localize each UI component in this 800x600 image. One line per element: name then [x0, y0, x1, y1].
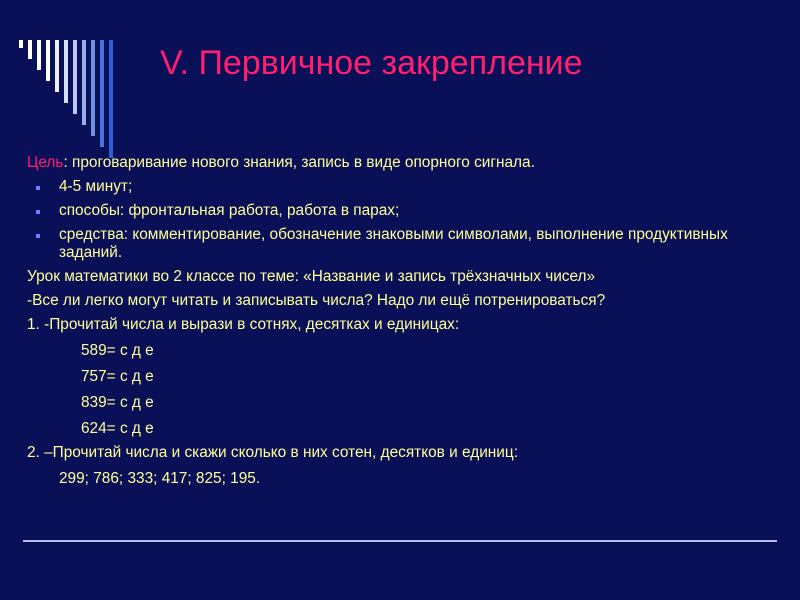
stripe: [28, 40, 32, 59]
bullet-square-icon: [36, 234, 40, 238]
number-line: 757= с д е: [81, 368, 154, 385]
number-line: 624= с д е: [81, 420, 154, 437]
bullet-square-icon: [36, 210, 40, 214]
bullet-item: [27, 202, 757, 220]
goal-line: [27, 154, 757, 172]
question-line: -Все ли легко могут читать и записывать числа? Надо ли ещё потренироваться?: [27, 292, 606, 309]
stripe: [64, 40, 68, 103]
bullet-text: 4-5 минут;: [59, 178, 133, 195]
decorative-stripes: [0, 0, 140, 160]
goal-label: Цель: [27, 154, 64, 171]
stripe: [46, 40, 50, 81]
stripe: [100, 40, 104, 147]
stripe: [19, 40, 23, 48]
stripe: [82, 40, 86, 125]
bottom-divider: [23, 540, 777, 542]
task-1: 1. -Прочитай числа и вырази в сотнях, десятках и единицах:: [27, 316, 460, 333]
bullet-text: способы: фронтальная работа, работа в парах;: [59, 202, 400, 219]
bullet-text: средства: комментирование, обозначение знаковыми символами, выполнение продуктивных заданий.: [59, 226, 728, 261]
bullet-item: [27, 178, 757, 196]
goal-text: : проговаривание нового знания, запись в виде опорного сигнала.: [63, 154, 535, 171]
stripe: [109, 40, 113, 158]
number-line: 839= с д е: [81, 394, 154, 411]
bullet-item: [27, 226, 757, 262]
stripe: [37, 40, 41, 70]
stripe: [91, 40, 95, 136]
stripe: [55, 40, 59, 92]
stripe: [73, 40, 77, 114]
task-2: 2. –Прочитай числа и скажи сколько в них сотен, десятков и единиц:: [27, 444, 518, 461]
lesson-line: Урок математики во 2 классе по теме: «Название и запись трёхзначных чисел»: [27, 268, 596, 285]
task-2-numbers: 299; 786; 333; 417; 825; 195.: [59, 470, 261, 487]
slide-body: [27, 154, 757, 488]
number-line: 589= с д е: [81, 342, 154, 359]
bullet-square-icon: [36, 186, 40, 190]
slide-title: V. Первичное закрепление: [160, 44, 583, 82]
